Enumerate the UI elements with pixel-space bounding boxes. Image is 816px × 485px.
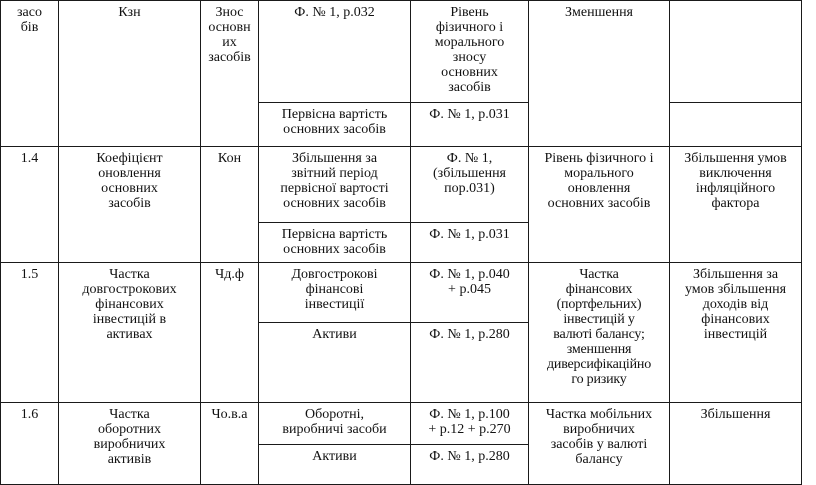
source-2: Ф. № 1, р.280 [411, 323, 529, 403]
source-1: Ф. № 1, (збільшення пор.031) [411, 147, 529, 223]
table-row [1, 263, 802, 323]
row-number: 1.6 [1, 403, 59, 485]
indicator-name: Коефіцієнт оновлення основних засобів [59, 147, 201, 263]
trend: Збільшення [670, 403, 802, 485]
source-2: Ф. № 1, р.031 [411, 223, 529, 263]
cell-sub-col4: Первісна вартість основних засобів [259, 103, 411, 147]
table-row [1, 147, 802, 223]
cell-col7-empty [670, 1, 802, 103]
cell-col3: Знос основн их засобів [201, 1, 259, 147]
meaning: Рівень фізичного і морального оновлення основних засобів [529, 147, 670, 263]
table-row [1, 403, 802, 445]
cell-sub-col7-empty [670, 103, 802, 147]
cell-col4: Ф. № 1, р.032 [259, 1, 411, 103]
indicator-code: Чо.в.а [201, 403, 259, 485]
cell-sub-col5: Ф. № 1, р.031 [411, 103, 529, 147]
source-1: Ф. № 1, р.100 + р.12 + р.270 [411, 403, 529, 445]
component-1: Довгострокові фінансові інвестиції [259, 263, 411, 323]
component-2: Активи [259, 323, 411, 403]
component-1: Збільшення за звітний період первісної вартості основних засобів [259, 147, 411, 223]
row-number: 1.5 [1, 263, 59, 403]
indicator-name: Частка оборотних виробничих активів [59, 403, 201, 485]
cell-col1: засо бів [1, 1, 59, 147]
row-number: 1.4 [1, 147, 59, 263]
source-1: Ф. № 1, р.040 + р.045 [411, 263, 529, 323]
trend: Збільшення умов виключення інфляційного фактора [670, 147, 802, 263]
cell-col5: Рівень фізичного і морального зносу основних засобів [411, 1, 529, 103]
component-1: Оборотні, виробничі засоби [259, 403, 411, 445]
trend: Збільшення за умов збільшення доходів від фінансових інвестицій [670, 263, 802, 403]
meaning: Частка фінансових (портфельних) інвестицій у валюті балансу; зменшення диверсифікаційно го ризику [529, 263, 670, 403]
indicator-code: Кон [201, 147, 259, 263]
cell-col6: Зменшення [529, 1, 670, 147]
indicator-code: Чд.ф [201, 263, 259, 403]
table-row-continued-header [1, 1, 802, 103]
source-2: Ф. № 1, р.280 [411, 445, 529, 485]
indicator-name: Частка довгострокових фінансових інвестицій в активах [59, 263, 201, 403]
meaning: Частка мобільних виробничих засобів у валюті балансу [529, 403, 670, 485]
component-2: Активи [259, 445, 411, 485]
component-2: Первісна вартість основних засобів [259, 223, 411, 263]
cell-col2: Кзн [59, 1, 201, 147]
